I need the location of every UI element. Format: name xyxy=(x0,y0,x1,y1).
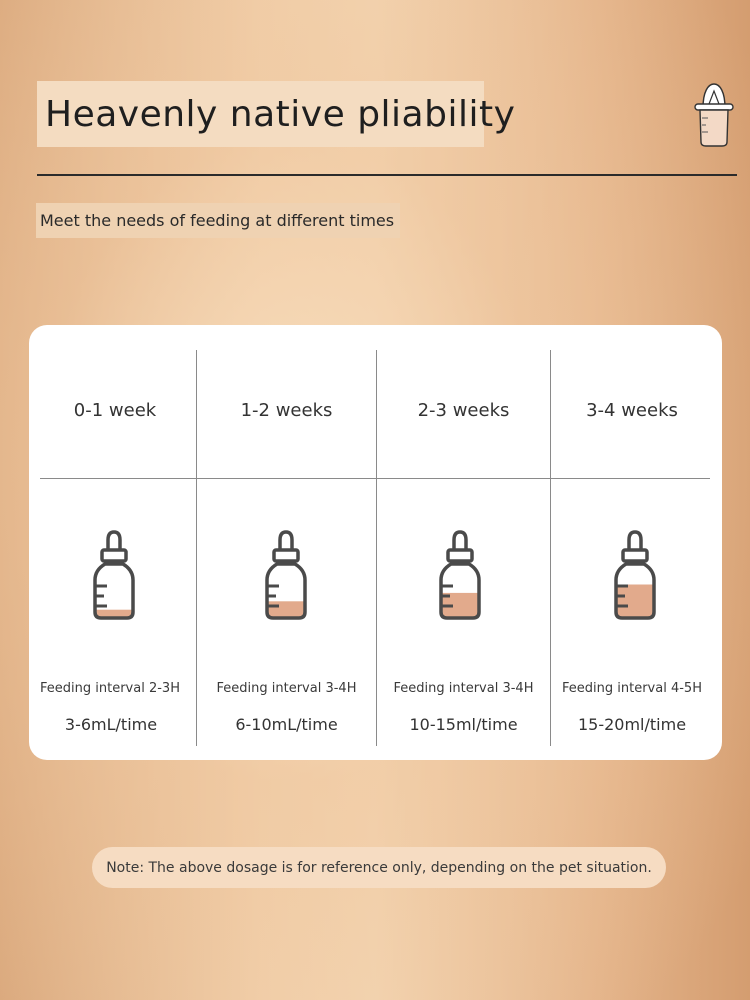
feeding-amount: 15-20ml/time xyxy=(577,715,687,734)
schedule-column-week-2-3 xyxy=(377,325,550,760)
feeding-amount: 6-10mL/time xyxy=(235,715,338,734)
dosage-note xyxy=(92,847,666,888)
feeding-interval: Feeding interval 2-3H xyxy=(40,681,180,696)
feeding-interval: Feeding interval 3-4H xyxy=(216,681,357,696)
schedule-column-week-1-2 xyxy=(197,325,376,760)
week-label: 2-3 weeks xyxy=(417,400,510,421)
schedule-column-week-3-4 xyxy=(551,325,713,760)
page-title-box xyxy=(37,81,516,147)
feeding-schedule-table xyxy=(29,325,722,760)
baby-bottle-icon xyxy=(692,80,736,148)
feeding-amount: 3-6mL/time xyxy=(64,715,158,734)
header-divider xyxy=(37,174,737,176)
dosage-note-text: Note: The above dosage is for reference only, depending on the pet situation. xyxy=(106,859,652,876)
baby-bottle-icon xyxy=(87,528,141,622)
baby-bottle-icon xyxy=(433,528,487,622)
week-label: 1-2 weeks xyxy=(240,400,333,421)
schedule-column-week-0-1 xyxy=(40,325,186,760)
page-title: Heavenly native pliability xyxy=(45,93,516,135)
feeding-amount: 10-15ml/time xyxy=(409,715,518,734)
subtitle-box xyxy=(36,203,400,238)
week-label: 0-1 week xyxy=(73,400,157,421)
week-label: 3-4 weeks xyxy=(586,400,678,421)
feeding-interval: Feeding interval 4-5H xyxy=(562,681,702,696)
baby-bottle-icon xyxy=(608,528,662,622)
baby-bottle-icon xyxy=(259,528,313,622)
subtitle: Meet the needs of feeding at different times xyxy=(40,211,395,230)
feeding-interval: Feeding interval 3-4H xyxy=(393,681,534,696)
